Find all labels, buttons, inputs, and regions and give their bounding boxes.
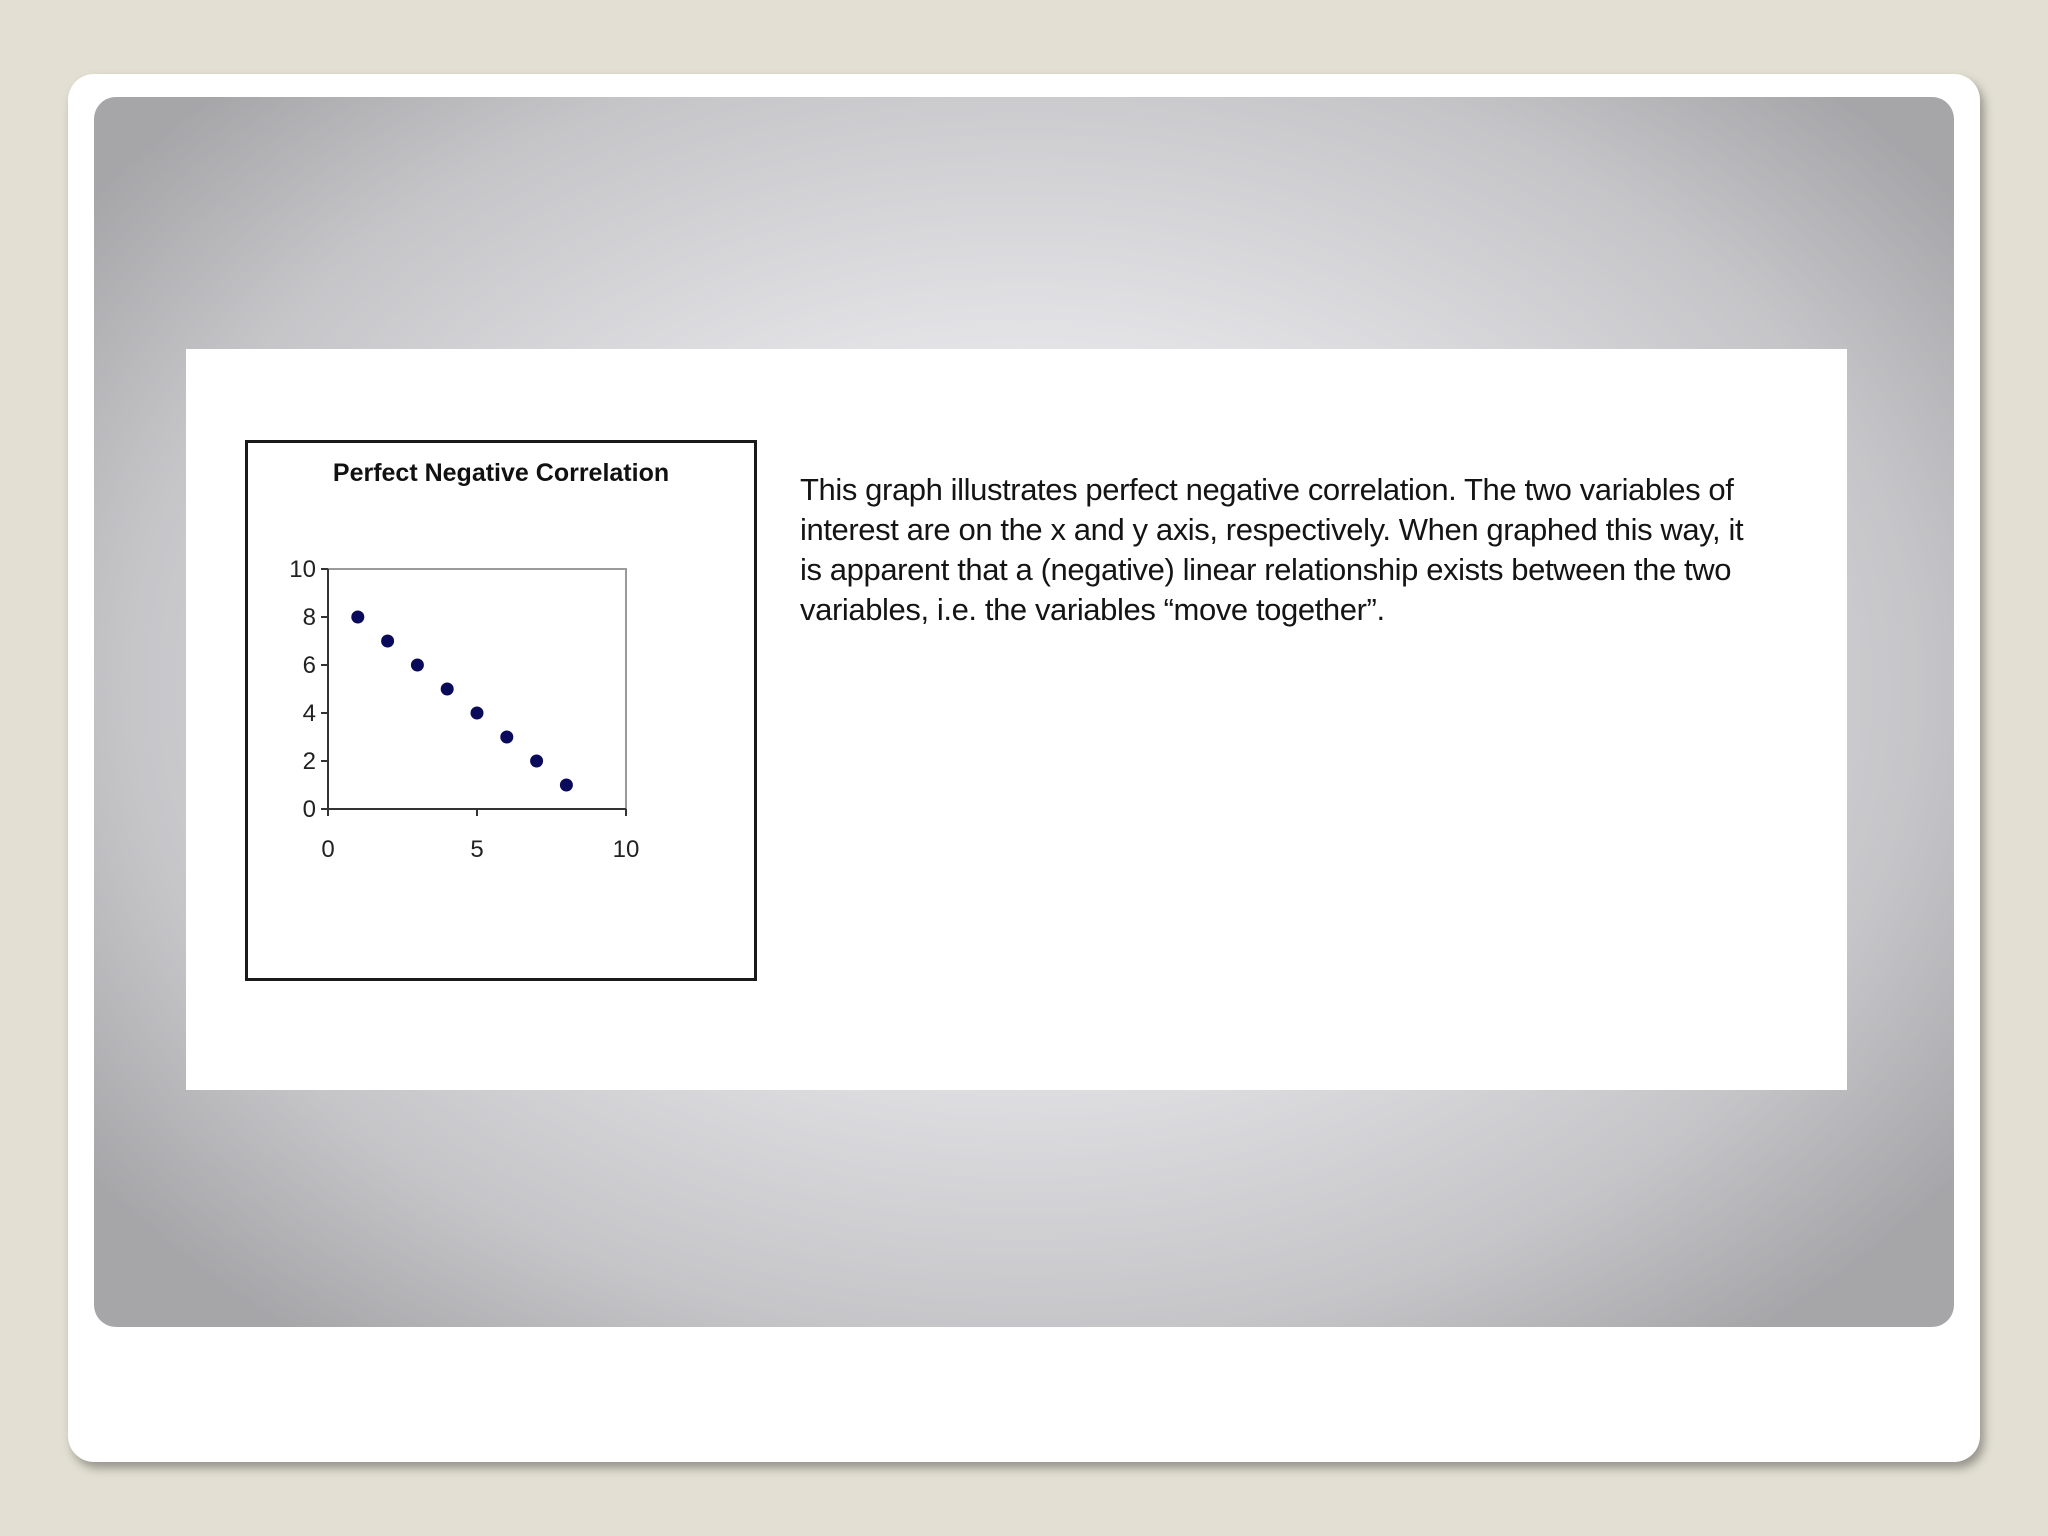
y-tick-label: 0 bbox=[302, 796, 316, 823]
y-tick-label: 2 bbox=[302, 748, 316, 775]
y-tick-label: 8 bbox=[302, 604, 316, 631]
y-axis-ticks bbox=[289, 556, 328, 823]
slide-description: This graph illustrates perfect negative correlation. The two variables of interest are on the x and y axis, respectively. When graphed this way, it is apparent that a (negative) linear relationship exists between the two variables, i.e. the variables “move together”. bbox=[800, 472, 1744, 627]
data-point bbox=[530, 755, 543, 768]
data-point bbox=[560, 779, 573, 792]
x-tick-label: 10 bbox=[612, 836, 640, 863]
scatter-chart bbox=[248, 443, 754, 978]
chart-title: Perfect Negative Correlation bbox=[332, 459, 670, 487]
y-tick-label: 10 bbox=[289, 556, 316, 583]
y-tick-label: 4 bbox=[302, 700, 316, 727]
data-point bbox=[381, 635, 394, 648]
data-point bbox=[471, 707, 484, 720]
x-tick-label: 0 bbox=[321, 836, 335, 863]
data-point bbox=[441, 683, 454, 696]
chart-box bbox=[245, 440, 757, 981]
data-point bbox=[351, 611, 364, 624]
x-axis-ticks bbox=[321, 809, 639, 863]
data-point bbox=[500, 731, 513, 744]
y-tick-label: 6 bbox=[302, 652, 316, 679]
x-tick-label: 5 bbox=[470, 836, 484, 863]
data-points bbox=[351, 611, 573, 792]
data-point bbox=[411, 659, 424, 672]
plot-area bbox=[328, 569, 626, 809]
